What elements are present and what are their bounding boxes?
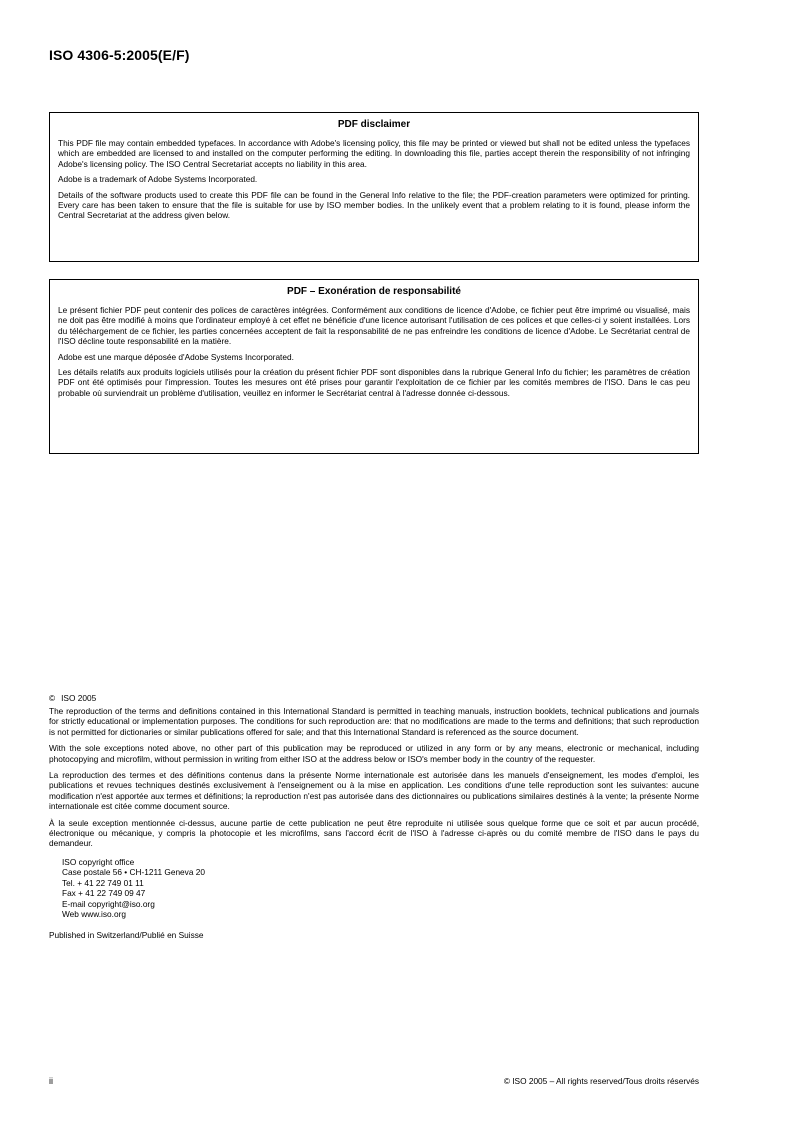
exoneration-title: PDF – Exonération de responsabilité [287, 286, 461, 297]
published-in: Published in Switzerland/Publié en Suisse [49, 929, 204, 940]
address-line: E-mail copyright@iso.org [62, 898, 155, 909]
copyright-paragraph: The reproduction of the terms and definitions contained in this International Standard is permitted in teaching manuals, instruction booklets, technical publications and journals for strictly educational or implementation purposes. The conditions for such reproduction are: that no modifications are made to the terms and definitions; that such reproduction is not permitted for dictionaries or similar publications offered for sale; and that this International Standard is referenced as the source document. [49, 706, 699, 737]
copyright-section [49, 693, 699, 940]
copyright-paragraph: À la seule exception mentionnée ci-dessus, aucune partie de cette publication ne peut être reproduite ni utilisée sous quelque forme que ce soit et par aucun procédé, électronique ou mécanique, y compris la photocopie et les microfilms, sans l'accord écrit de l'ISO à l'adresse ci-après ou du comité membre de l'ISO dans le pays du demandeur. [49, 817, 699, 849]
disclaimer-paragraph: This PDF file may contain embedded typefaces. In accordance with Adobe's licensing policy, this file may be printed or viewed but shall not be edited unless the typefaces which are embedded are licensed to and installed on the computer performing the editing. In downloading this file, parties accept therein the responsibility of not infringing Adobe's licensing policy. The ISO Central Secretariat accepts no liability in this area. [58, 138, 690, 169]
pdf-exoneration-box [49, 279, 699, 454]
copyright-paragraph: With the sole exceptions noted above, no other part of this publication may be reproduced or utilized in any form or by any means, electronic or mechanical, including photocopying and microfilm, without permission in writing from either ISO at the address below or ISO's member body in the country of the requester. [49, 743, 699, 764]
page-number: ii [49, 1076, 53, 1086]
disclaimer-title: PDF disclaimer [337, 119, 411, 130]
footer-rights: © ISO 2005 – All rights reserved/Tous droits réservés [503, 1076, 699, 1086]
address-line: Fax + 41 22 749 09 47 [62, 888, 146, 899]
exoneration-paragraph: Adobe est une marque déposée d'Adobe Systems Incorporated. [58, 351, 294, 362]
copyright-office-address [62, 857, 699, 920]
disclaimer-paragraph: Adobe is a trademark of Adobe Systems Incorporated. [58, 174, 258, 185]
address-line: Web www.iso.org [62, 909, 126, 920]
exoneration-paragraph: Le présent fichier PDF peut contenir des polices de caractères intégrées. Conformément aux conditions de licence d'Adobe, ce fichier peut être imprimé ou visualisé, mais ne doit pas être modifié à moins que l'ordinateur employé à cet effet ne bénéficie d'une licence autorisant l'utilisation de ces polices et que celles-ci y soient installées. Lors du téléchargement de ce fichier, les parties concernées acceptent de fait la responsabilité de ne pas enfreindre les conditions de licence d'Adobe. Le Secrétariat central de l'ISO décline toute responsabilité en la matière. [58, 305, 690, 347]
disclaimer-paragraph: Details of the software products used to create this PDF file can be found in the General Info relative to the file; the PDF-creation parameters were optimized for printing. Every care has been taken to ensure that the file is suitable for use by ISO member bodies. In the unlikely event that a problem relating to it is found, please inform the Central Secretariat at the address given below. [58, 189, 690, 221]
copyright-symbol: © [49, 693, 56, 703]
exoneration-paragraph: Les détails relatifs aux produits logiciels utilisés pour la création du présent fichier PDF sont disponibles dans la rubrique General Info du fichier; les paramètres de création PDF ont été optimisés pour l'impression. Toutes les mesures ont été prises pour garantir l'exploitation de ce fichier par les comités membres de l'ISO. Dans le cas peu probable où surviendrait un problème d'utilisation, veuillez en informer le Secrétariat central à l'adresse donnée ci-dessous. [58, 367, 690, 398]
address-line: Case postale 56 • CH-1211 Geneva 20 [62, 867, 205, 878]
address-line: ISO copyright office [62, 856, 135, 867]
copyright-year: ISO 2005 [61, 693, 97, 703]
copyright-paragraph: La reproduction des termes et des définitions contenus dans la présente Norme internationale est autorisée dans les manuels d'enseignement, les modes d'emploi, les publications et revues techniques destinés exclusivement à l'enseignement ou à la mise en application. Les conditions d'une telle reproduction sont les suivantes: aucune modification n'est apportée aux termes et définitions; la reproduction n'est pas autorisée dans des dictionnaires ou publications similaires destinés à la vente; la présente Norme internationale est citée comme document source. [49, 770, 699, 812]
pdf-disclaimer-box [49, 112, 699, 262]
copyright-line [49, 693, 699, 704]
document-title: ISO 4306-5:2005(E/F) [49, 47, 190, 63]
address-line: Tel. + 41 22 749 01 11 [62, 877, 144, 888]
